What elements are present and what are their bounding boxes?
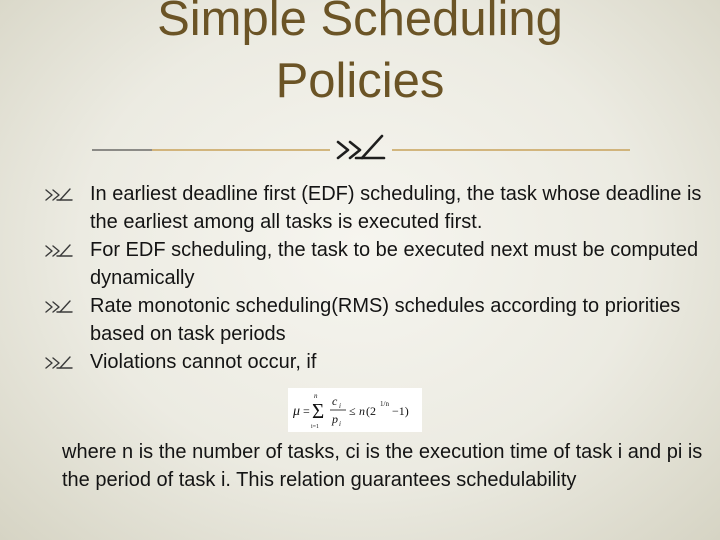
formula-sum-upper: n	[314, 392, 318, 400]
conclusion-text: where n is the number of tasks, ci is the execution time of task i and pi is the period of task i. This relation guarantees schedulability	[62, 441, 703, 491]
formula-rhs-open: (2	[366, 404, 376, 418]
bullet-text: Violations cannot occur, if	[90, 351, 317, 373]
formula-rhs-n: n	[359, 404, 365, 418]
slide-title: Simple Scheduling Policies	[157, 0, 563, 108]
bullet-text: Rate monotonic scheduling(RMS) schedules according to priorities based on task periods	[90, 295, 681, 345]
bullet-text: In earliest deadline first (EDF) scheduling, the task whose deadline is the earliest among all tasks is executed first.	[90, 183, 702, 233]
double-arrow-icon	[44, 355, 84, 371]
formula-numerator: c	[332, 394, 338, 408]
formula-sum-symbol: Σ	[312, 399, 325, 423]
bullet-item	[44, 348, 720, 376]
formula-leq: ≤	[349, 404, 356, 418]
double-arrow-icon	[44, 299, 84, 315]
bullet-item	[44, 180, 720, 236]
bullet-list	[44, 180, 720, 376]
double-arrow-icon	[44, 187, 84, 203]
bullet-item	[44, 236, 720, 292]
divider-arrow-icon	[338, 136, 384, 158]
bullet-text: For EDF scheduling, the task to be executed next must be computed dynamically	[90, 239, 699, 289]
title-divider	[92, 130, 630, 174]
formula-equals: =	[303, 404, 310, 418]
formula-sum-lower: i=1	[311, 424, 320, 430]
double-arrow-icon	[44, 243, 84, 259]
formula-mu: μ	[293, 404, 301, 419]
formula-numerator-sub: i	[339, 402, 341, 410]
formula-denominator: p	[332, 412, 338, 426]
formula-denominator-sub: i	[339, 420, 341, 428]
formula-rhs-close: −1)	[392, 404, 409, 418]
bullet-item	[44, 292, 720, 348]
formula-exponent: 1/n	[380, 400, 389, 408]
utilization-formula	[288, 388, 422, 432]
